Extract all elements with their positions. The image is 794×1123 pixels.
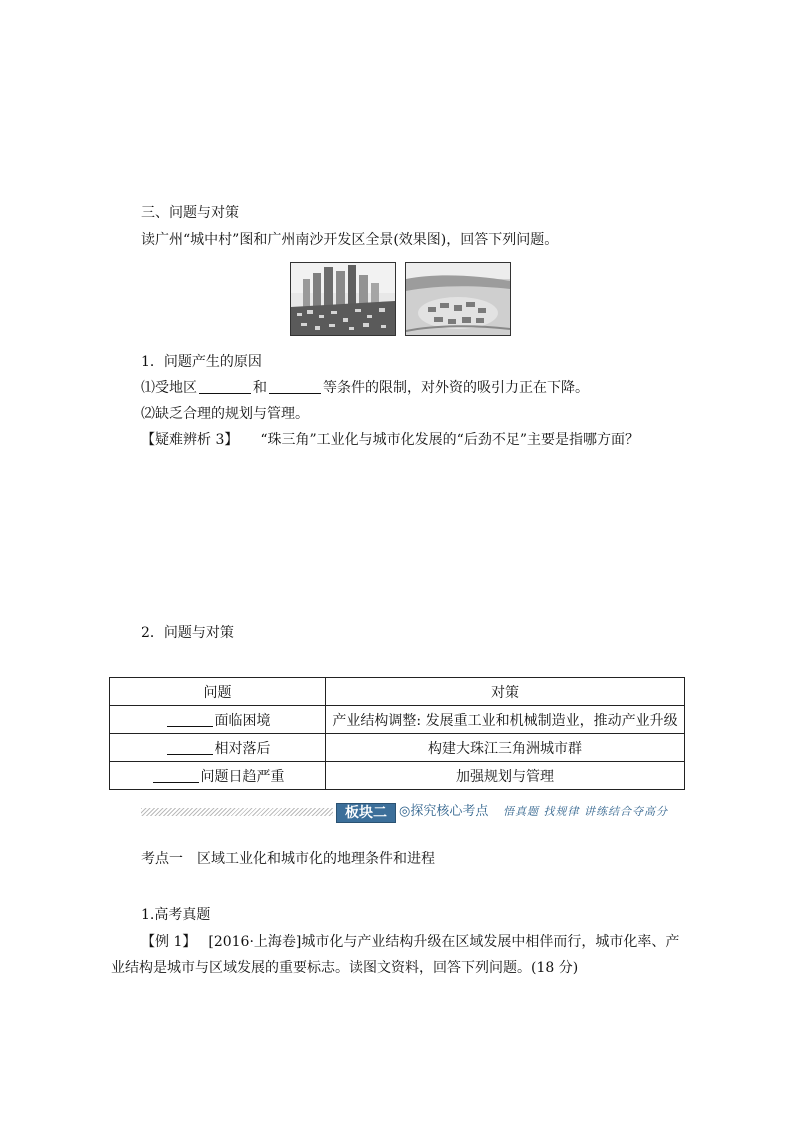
table-header-row — [110, 678, 685, 706]
banner-stripe-left — [141, 808, 333, 816]
example-tag: 【例 1】 — [141, 934, 197, 950]
measures-title: 2．问题与对策 — [141, 625, 234, 641]
table-row — [110, 706, 685, 734]
section-heading: 三、问题与对策 — [141, 205, 239, 221]
table-row — [110, 734, 685, 762]
measure-cell: 产业结构调整: 发展重工业和机械制造业，推动产业升级 — [326, 706, 685, 734]
nansha-development-photo — [405, 262, 511, 336]
example-line-1 — [141, 932, 679, 952]
analysis-question — [141, 430, 639, 450]
photo-group — [290, 262, 511, 336]
section-banner — [141, 802, 701, 822]
reason-item-1-b: 和 — [253, 380, 267, 396]
problem-measure-table — [109, 677, 685, 790]
analysis-text: “珠三角”工业化与城市化发展的“后劲不足”主要是指哪方面？ — [260, 432, 639, 448]
reason-item-1 — [141, 378, 589, 398]
urban-village-photo — [290, 262, 396, 336]
reason-title: 1．问题产生的原因 — [141, 354, 262, 370]
measure-cell: 加强规划与管理 — [326, 762, 685, 790]
reason-item-1-c: 等条件的限制，对外资的吸引力正在下降。 — [323, 380, 589, 396]
fill-blank — [153, 768, 199, 783]
fill-blank — [269, 379, 321, 394]
example-line-2: 业结构是城市与区域发展的重要标志。读图文资料，回答下列问题。(18 分) — [111, 960, 579, 976]
kaodian-title: 考点一 区域工业化和城市化的地理条件和进程 — [141, 851, 435, 867]
fill-blank — [199, 379, 251, 394]
table-header-problem: 问题 — [110, 678, 326, 706]
table-row — [110, 762, 685, 790]
problem-text: 相对落后 — [214, 740, 271, 757]
fill-blank — [167, 712, 213, 727]
kaodian-sub: 1.高考真题 — [141, 907, 211, 923]
problem-cell — [110, 706, 326, 734]
problem-cell — [110, 762, 326, 790]
problem-text: 问题日趋严重 — [200, 768, 285, 785]
banner-slogan: 悟真题 找规律 讲练结合夺高分 — [503, 805, 668, 818]
banner-subtitle: ◎探究核心考点 — [399, 804, 489, 819]
problem-cell — [110, 734, 326, 762]
banner-module-label: 板块二 — [336, 803, 396, 823]
table-header-measure: 对策 — [326, 678, 685, 706]
section-intro: 读广州“城中村”图和广州南沙开发区全景(效果图)，回答下列问题。 — [141, 232, 559, 248]
analysis-tag: 【疑难辨析 3】 — [141, 432, 239, 448]
measure-cell: 构建大珠江三角洲城市群 — [326, 734, 685, 762]
problem-text: 面临困境 — [214, 712, 271, 729]
reason-item-2: ⑵缺乏合理的规划与管理。 — [141, 406, 309, 422]
reason-item-1-a: ⑴受地区 — [141, 380, 197, 396]
example-text-1: [2016·上海卷]城市化与产业结构升级在区域发展中相伴而行，城市化率、产 — [208, 934, 680, 950]
fill-blank — [167, 740, 213, 755]
